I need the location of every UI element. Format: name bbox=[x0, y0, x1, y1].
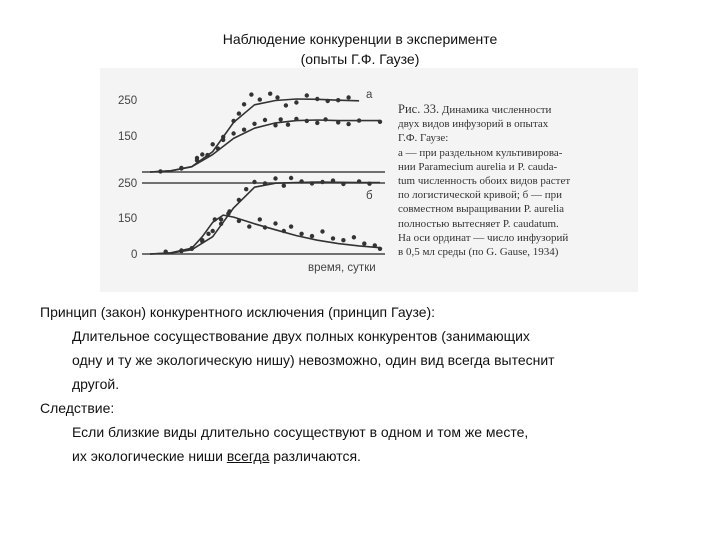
curve-panel-2-series-2 bbox=[150, 215, 380, 254]
corollary-line-2 bbox=[40, 444, 680, 468]
caption-line-4: а — при раздельном культивирова- bbox=[398, 146, 563, 159]
caption-line-11: в 0,5 мл среды (по G. Gause, 1934) bbox=[398, 246, 559, 259]
data-point-panel-2-series-1-14 bbox=[289, 176, 293, 180]
data-point-panel-2-series-1-12 bbox=[273, 176, 277, 180]
data-point-panel-2-series-2-18 bbox=[331, 236, 335, 240]
data-point-panel-2-series-1-5 bbox=[211, 229, 215, 233]
data-point-panel-1-series-2-6 bbox=[231, 131, 235, 135]
data-point-panel-2-series-2-7 bbox=[227, 209, 231, 213]
data-point-panel-2-series-2-3 bbox=[200, 238, 204, 242]
data-point-panel-1-series-1-9 bbox=[242, 102, 246, 106]
data-point-panel-2-series-2-14 bbox=[289, 224, 293, 228]
curve-panel-1-series-1 bbox=[150, 99, 359, 172]
data-point-panel-2-series-2-19 bbox=[341, 238, 345, 242]
tick-label-a-250: 250 bbox=[118, 95, 138, 107]
principle-line-3: другой. bbox=[72, 376, 120, 392]
caption-line-2: двух видов инфузорий в опытах bbox=[398, 118, 549, 131]
data-point-panel-2-series-1-8 bbox=[237, 198, 241, 202]
caption-line-8: совместном выращивании P. aurelia bbox=[398, 203, 565, 216]
data-point-panel-2-series-2-13 bbox=[282, 229, 286, 233]
data-point-panel-1-series-2-11 bbox=[279, 117, 283, 121]
data-point-panel-2-series-2-22 bbox=[373, 243, 377, 247]
data-point-panel-2-series-1-21 bbox=[367, 182, 371, 186]
tick-label-b-0: 0 bbox=[131, 249, 138, 261]
data-point-panel-2-series-2-8 bbox=[237, 219, 241, 223]
underlined-word: всегда bbox=[226, 448, 270, 464]
gause-figure bbox=[100, 68, 638, 292]
data-point-panel-1-series-1-5 bbox=[211, 142, 215, 146]
corollary-text-end: различаются. bbox=[269, 448, 361, 464]
data-point-panel-1-series-1-13 bbox=[275, 95, 279, 99]
title-line-2: (опыты Г.Ф. Гаузе) bbox=[300, 51, 420, 67]
data-point-panel-1-series-2-20 bbox=[378, 120, 382, 124]
data-point-panel-2-series-1-16 bbox=[310, 181, 314, 185]
data-point-panel-2-series-1-20 bbox=[357, 179, 361, 183]
data-point-panel-1-series-1-16 bbox=[305, 93, 309, 97]
figure-caption bbox=[398, 102, 634, 259]
data-point-panel-2-series-2-21 bbox=[362, 241, 366, 245]
data-point-panel-1-series-1-7 bbox=[231, 119, 235, 123]
caption-line-5: нии Paramecium aurelia и P. cauda- bbox=[398, 160, 558, 173]
panel-a-label: а bbox=[366, 89, 373, 101]
caption-line-1 bbox=[398, 102, 634, 117]
data-point-panel-1-series-2-7 bbox=[242, 128, 246, 132]
data-point-panel-1-series-1-20 bbox=[346, 95, 350, 99]
data-point-panel-2-series-1-19 bbox=[341, 182, 345, 186]
data-point-panel-1-series-2-18 bbox=[346, 122, 350, 126]
data-point-panel-1-series-1-12 bbox=[268, 92, 272, 96]
data-point-panel-2-series-1-9 bbox=[244, 187, 248, 191]
data-point-panel-2-series-2-2 bbox=[190, 246, 194, 250]
data-point-panel-2-series-2-10 bbox=[258, 217, 262, 221]
tick-label-a-150: 150 bbox=[118, 131, 138, 143]
data-point-panel-1-series-2-17 bbox=[336, 120, 340, 124]
principle-line-2: одну и ту же экологическую нишу) невозможно, один вид всегда вытеснит bbox=[72, 352, 555, 368]
data-point-panel-2-series-2-15 bbox=[299, 232, 303, 236]
caption-line-1-text: Динамика численности bbox=[441, 104, 552, 116]
principle-line-1: Длительное сосуществование двух полных конкурентов (занимающих bbox=[72, 328, 530, 344]
panel-b-label: б bbox=[366, 190, 373, 202]
caption-line-7: по логистической кривой; б — при bbox=[398, 189, 563, 202]
data-point-panel-1-series-2-4 bbox=[216, 146, 220, 150]
data-point-panel-1-series-2-14 bbox=[305, 119, 309, 123]
data-point-panel-1-series-1-14 bbox=[284, 103, 288, 107]
curve-panel-1-series-2 bbox=[150, 120, 380, 172]
data-point-panel-2-series-1-11 bbox=[263, 181, 267, 185]
data-point-panel-1-series-1-17 bbox=[315, 97, 319, 101]
data-point-panel-2-series-2-5 bbox=[213, 217, 217, 221]
data-point-panel-1-series-2-1 bbox=[179, 166, 183, 170]
data-point-panel-2-series-2-23 bbox=[378, 247, 382, 251]
data-point-panel-1-series-2-8 bbox=[252, 122, 256, 126]
tick-label-b-250: 250 bbox=[118, 178, 138, 190]
principle-heading: Принцип (закон) конкурентного исключения (принцип Гаузе): bbox=[40, 304, 436, 320]
data-point-panel-1-series-2-19 bbox=[357, 118, 361, 122]
data-point-panel-1-series-1-4 bbox=[200, 152, 204, 156]
data-point-panel-2-series-2-16 bbox=[310, 234, 314, 238]
data-point-panel-1-series-2-3 bbox=[205, 153, 209, 157]
data-point-panel-1-series-2-15 bbox=[315, 121, 319, 125]
corollary-text-start: их экологические ниши bbox=[72, 448, 227, 464]
data-point-panel-2-series-2-6 bbox=[219, 222, 223, 226]
data-point-panel-2-series-2-11 bbox=[263, 225, 267, 229]
data-point-panel-1-series-1-19 bbox=[336, 98, 340, 102]
caption-line-3: Г.Ф. Гаузе: bbox=[398, 132, 449, 145]
caption-number: Рис. 33. bbox=[398, 102, 440, 116]
data-point-panel-1-series-2-13 bbox=[294, 117, 298, 121]
title-line-1: Наблюдение конкуренции в эксперименте bbox=[222, 31, 498, 47]
data-point-panel-2-series-2-20 bbox=[352, 235, 356, 239]
data-point-panel-2-series-1-10 bbox=[252, 180, 256, 184]
data-point-panel-1-series-2-16 bbox=[323, 117, 327, 121]
data-point-panel-1-series-2-10 bbox=[273, 123, 277, 127]
data-point-panel-1-series-2-9 bbox=[263, 118, 267, 122]
corollary-heading: Следствие: bbox=[40, 400, 115, 416]
data-point-panel-2-series-2-17 bbox=[320, 229, 324, 233]
data-point-panel-2-series-1-15 bbox=[299, 179, 303, 183]
data-point-panel-2-series-1-17 bbox=[320, 180, 324, 184]
corollary-line-1: Если близкие виды длительно сосуществуют в одном и том же месте, bbox=[72, 424, 529, 440]
data-point-panel-2-series-2-12 bbox=[273, 221, 277, 225]
data-point-panel-1-series-1-15 bbox=[294, 100, 298, 104]
data-point-panel-2-series-2-1 bbox=[179, 248, 183, 252]
data-point-panel-2-series-2-9 bbox=[247, 224, 251, 228]
data-point-panel-1-series-1-11 bbox=[258, 97, 262, 101]
curve-panel-2-series-1 bbox=[150, 182, 380, 254]
data-point-panel-1-series-1-10 bbox=[249, 92, 253, 96]
data-point-panel-1-series-2-12 bbox=[286, 123, 290, 127]
tick-label-b-150: 150 bbox=[118, 213, 138, 225]
data-point-panel-1-series-2-5 bbox=[221, 138, 225, 142]
data-point-panel-1-series-1-8 bbox=[237, 111, 241, 115]
x-axis-label: время, сутки bbox=[308, 262, 376, 274]
data-point-panel-1-series-2-2 bbox=[195, 156, 199, 160]
data-point-panel-2-series-2-4 bbox=[206, 232, 210, 236]
caption-line-6: tum численность обоих видов растет bbox=[398, 175, 571, 188]
principle-text bbox=[40, 300, 680, 468]
data-point-panel-2-series-1-13 bbox=[282, 184, 286, 188]
data-point-panel-2-series-1-18 bbox=[331, 178, 335, 182]
data-point-panel-1-series-1-18 bbox=[326, 99, 330, 103]
slide-title bbox=[0, 29, 720, 69]
caption-line-9: полностью вытесняет P. caudatum. bbox=[398, 217, 559, 230]
caption-line-10: На оси ординат — число инфузорий bbox=[398, 231, 569, 244]
